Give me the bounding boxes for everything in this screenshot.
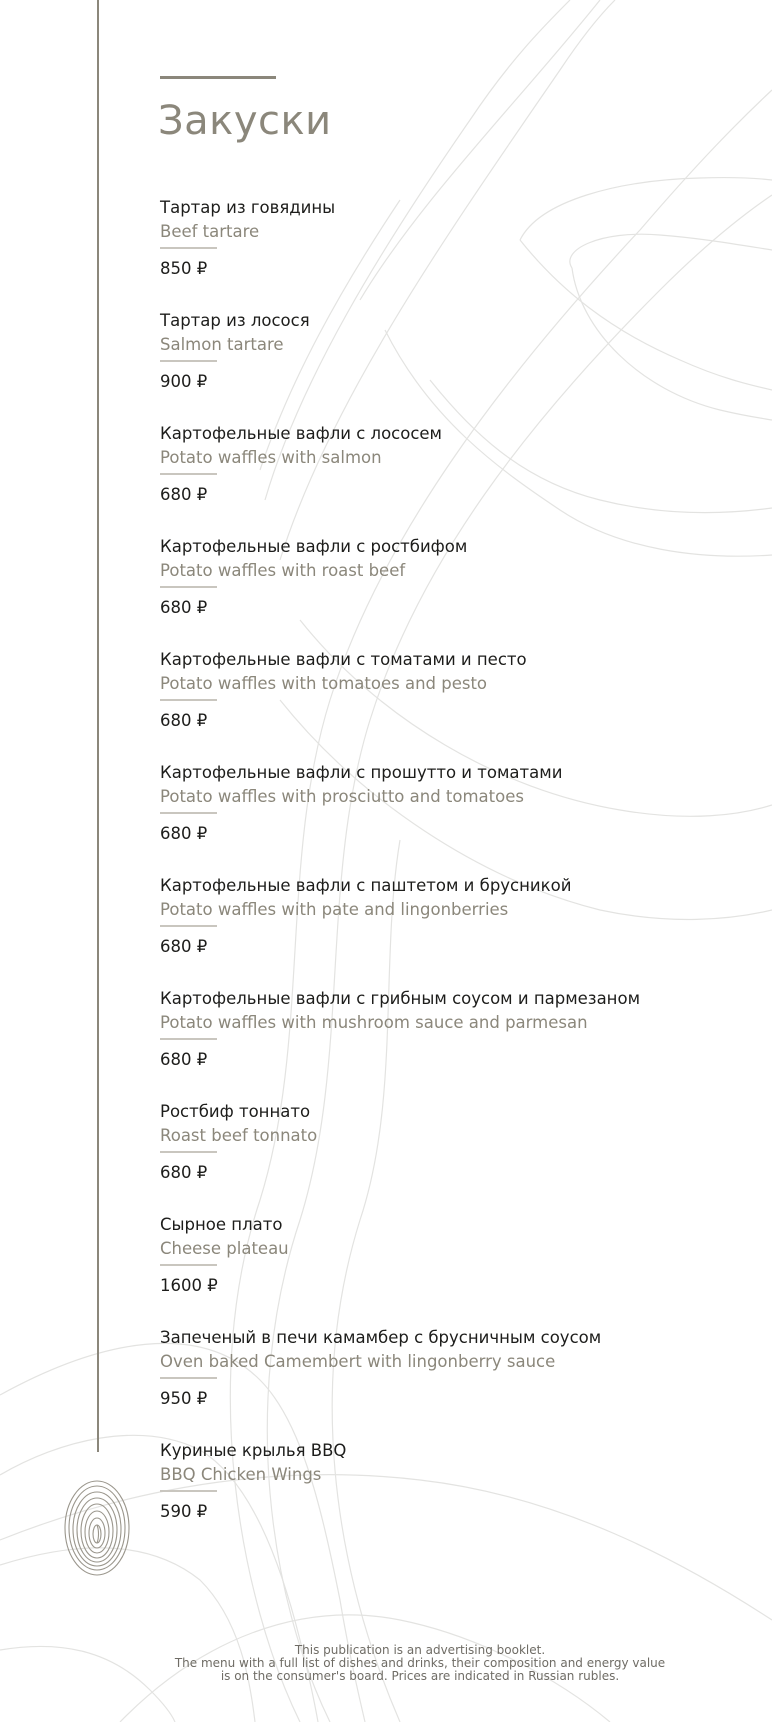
item-name-en: BBQ Chicken Wings — [160, 1465, 322, 1484]
item-divider — [160, 360, 217, 362]
menu-list — [160, 196, 740, 1552]
fingerprint-icon — [62, 1478, 132, 1578]
item-divider — [160, 1038, 217, 1040]
menu-item — [160, 648, 740, 761]
footer-line: is on the consumer's board. Prices are indicated in Russian rubles. — [220, 1669, 620, 1683]
item-name-ru: Сырное плато — [160, 1215, 283, 1234]
item-name-en: Cheese plateau — [160, 1239, 289, 1258]
item-name-en: Salmon tartare — [160, 335, 284, 354]
menu-item — [160, 196, 740, 309]
menu-item — [160, 309, 740, 422]
item-price: 680 ₽ — [160, 1162, 208, 1182]
item-name-ru: Картофельные вафли с паштетом и брусникой — [160, 876, 572, 895]
item-divider — [160, 1377, 217, 1379]
item-price: 850 ₽ — [160, 258, 208, 278]
item-price: 680 ₽ — [160, 1049, 208, 1069]
item-divider — [160, 699, 217, 701]
item-divider — [160, 1490, 217, 1492]
item-price: 900 ₽ — [160, 371, 208, 391]
menu-item — [160, 535, 740, 648]
item-price: 680 ₽ — [160, 710, 208, 730]
item-price: 590 ₽ — [160, 1501, 208, 1521]
menu-item — [160, 761, 740, 874]
item-name-ru: Куриные крылья BBQ — [160, 1441, 347, 1460]
menu-item — [160, 987, 740, 1100]
left-vertical-rule — [97, 0, 99, 1452]
menu-item — [160, 422, 740, 535]
item-name-ru: Тартар из лосося — [160, 311, 310, 330]
item-name-ru: Ростбиф тоннато — [160, 1102, 311, 1121]
item-name-ru: Тартар из говядины — [160, 198, 336, 217]
item-price: 680 ₽ — [160, 936, 208, 956]
item-name-en: Potato waffles with salmon — [160, 448, 382, 467]
item-name-en: Beef tartare — [160, 222, 260, 241]
footer-disclaimer — [0, 1644, 772, 1683]
item-name-en: Potato waffles with tomatoes and pesto — [160, 674, 488, 693]
item-divider — [160, 586, 217, 588]
item-divider — [160, 473, 217, 475]
item-divider — [160, 1151, 217, 1153]
item-name-en: Roast beef tonnato — [160, 1126, 318, 1145]
menu-item — [160, 1326, 740, 1439]
item-price: 1600 ₽ — [160, 1275, 218, 1295]
footer-line: This publication is an advertising booklet. — [294, 1643, 546, 1657]
item-divider — [160, 812, 217, 814]
title-accent-bar — [160, 76, 276, 79]
menu-item — [160, 1213, 740, 1326]
item-price: 680 ₽ — [160, 597, 208, 617]
item-divider — [160, 247, 217, 249]
footer-line: The menu with a full list of dishes and drinks, their composition and energy value — [174, 1656, 666, 1670]
item-divider — [160, 925, 217, 927]
item-divider — [160, 1264, 217, 1266]
menu-item — [160, 1100, 740, 1213]
item-name-ru: Запеченый в печи камамбер с брусничным соусом — [160, 1328, 602, 1347]
menu-item — [160, 874, 740, 987]
item-name-ru: Картофельные вафли с грибным соусом и пармезаном — [160, 989, 641, 1008]
section-title: Закуски — [158, 98, 332, 144]
menu-item — [160, 1439, 740, 1552]
item-name-en: Potato waffles with roast beef — [160, 561, 406, 580]
item-name-en: Potato waffles with mushroom sauce and parmesan — [160, 1013, 588, 1032]
item-name-ru: Картофельные вафли с прошутто и томатами — [160, 763, 563, 782]
item-name-ru: Картофельные вафли с ростбифом — [160, 537, 468, 556]
item-name-ru: Картофельные вафли с томатами и песто — [160, 650, 527, 669]
item-name-en: Oven baked Camembert with lingonberry sauce — [160, 1352, 556, 1371]
item-name-en: Potato waffles with pate and lingonberries — [160, 900, 509, 919]
item-price: 680 ₽ — [160, 484, 208, 504]
item-price: 950 ₽ — [160, 1388, 208, 1408]
item-price: 680 ₽ — [160, 823, 208, 843]
item-name-ru: Картофельные вафли с лососем — [160, 424, 442, 443]
item-name-en: Potato waffles with prosciutto and tomatoes — [160, 787, 524, 806]
